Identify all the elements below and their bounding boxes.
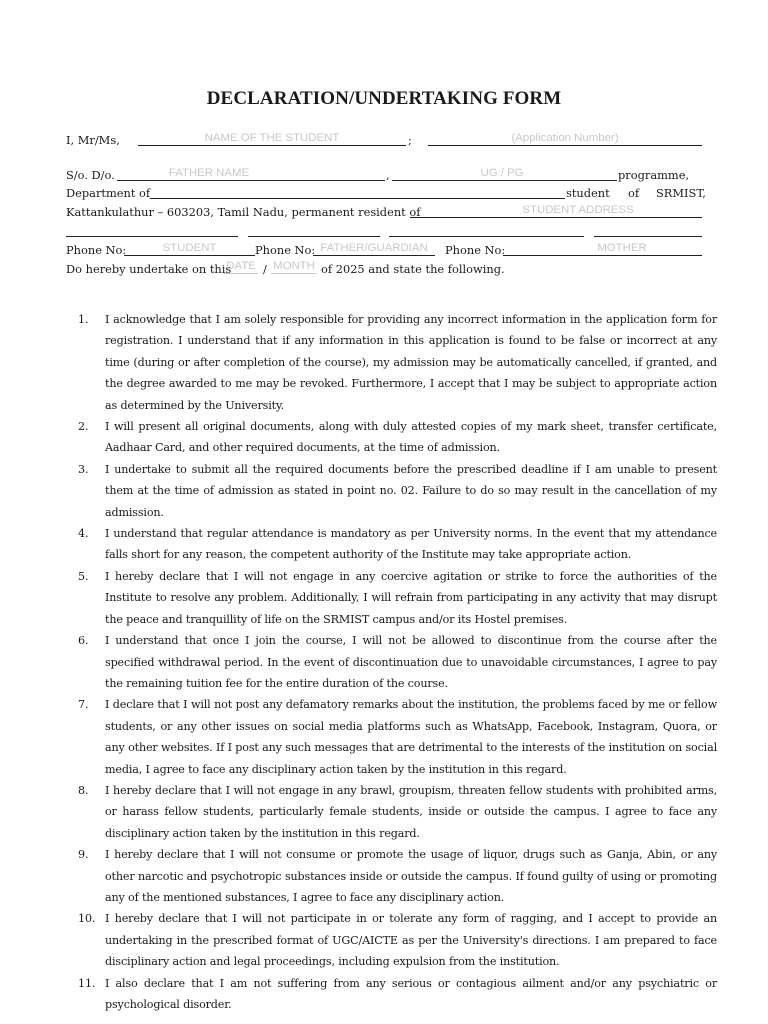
- declaration-text: I will present all original documents, along with duly attested copies of my mark sheet, transfer certificate, Aadhaar Card, and other required documents, at the time of admission.: [105, 420, 717, 455]
- declaration-text: I declare that I will not post any defamatory remarks about the institution, the problems faced by me or fellow students, or any other issues on social media platforms such as WhatsApp, Facebook, Instagram, Quora, or any other websites. If I post any such messages that are detrimental to the interests of the institution on social media, I agree to face any disciplinary action taken by the institution in this regard.: [105, 698, 717, 776]
- name-prefix: I, Mr/Ms,: [66, 133, 120, 147]
- programme-field[interactable]: UG / PG: [480, 167, 524, 179]
- student-phone-label: Phone No:: [66, 243, 127, 257]
- declaration-text: I also declare that I am not suffering from any serious or contagious ailment and/or any psychiatric or psychological disorder.: [105, 976, 717, 1011]
- declaration-number: 9.: [78, 848, 89, 862]
- mother-phone-label: Phone No:: [445, 243, 506, 257]
- student-name-field[interactable]: NAME OF THE STUDENT: [204, 132, 340, 144]
- application-number-field[interactable]: (Application Number): [511, 132, 619, 144]
- declaration-item: [66, 416, 717, 459]
- mother-phone-field[interactable]: MOTHER: [597, 242, 647, 254]
- declaration-item: [66, 630, 717, 694]
- declaration-text: I hereby declare that I will not engage in any coercive agitation or strike to force the authorities of the Institute to resolve any problem. Additionally, I will refrain from participating in any activity that may disrupt the peace and tranquillity of life on the SRMIST campus and/or its Hostel premises.: [105, 569, 717, 626]
- guardian-phone-field[interactable]: FATHER/GUARDIAN: [320, 242, 428, 254]
- declaration-item: [66, 973, 717, 1016]
- declaration-number: 10.: [78, 912, 96, 926]
- declaration-item: [66, 523, 717, 566]
- declaration-text: I hereby declare that I will not engage in any brawl, groupism, threaten fellow students with prohibited arms, or harass fellow students, particularly female students, inside or outside the campus. I agree to face any disciplinary action taken by the institution in this regard.: [105, 783, 717, 840]
- address-prefix: Kattankulathur – 603203, Tamil Nadu, permanent resident of: [66, 205, 421, 219]
- student-phone-field[interactable]: STUDENT: [162, 242, 217, 254]
- declaration-number: 11.: [78, 976, 96, 990]
- phone-line: [66, 241, 702, 259]
- declaration-number: 6.: [78, 634, 89, 648]
- declaration-number: 8.: [78, 783, 89, 797]
- department-of-word: of: [628, 186, 640, 200]
- programme-suffix: programme,: [618, 168, 690, 182]
- date-line: [66, 260, 702, 278]
- declarations-list: [66, 309, 717, 1015]
- department-prefix: Department of: [66, 186, 151, 200]
- declaration-text: I understand that regular attendance is mandatory as per University norms. In the event that my attendance falls short for any reason, the competent authority of the Institute may take appropriate action.: [105, 527, 717, 562]
- address-blank-4[interactable]: [594, 222, 702, 237]
- declaration-item: [66, 459, 717, 523]
- father-name-field[interactable]: FATHER NAME: [168, 167, 250, 179]
- declaration-text: I acknowledge that I am solely responsible for providing any incorrect information in the application form for registration. I understand that if any information in this application is found to be false or incorrect at any time (during or after completion of the course), my admission may be automatically cancelled, if granted, and the degree awarded to me may be revoked. Furthermore, I accept that I may be subject to appropriate action as determined by the University.: [105, 313, 717, 412]
- declaration-item: [66, 780, 717, 844]
- address-continuation-line: [66, 222, 702, 240]
- address-blank-1[interactable]: [66, 222, 238, 237]
- declaration-item: [66, 694, 717, 780]
- declaration-item: [66, 908, 717, 972]
- date-field[interactable]: DATE: [224, 260, 258, 274]
- declaration-number: 2.: [78, 420, 89, 434]
- name-separator: ;: [408, 133, 412, 147]
- institution-name: SRMIST,: [656, 186, 706, 200]
- department-student-word: student: [566, 186, 610, 200]
- guardian-phone-label: Phone No:: [255, 243, 316, 257]
- father-comma: ,: [386, 168, 390, 182]
- declaration-text: I hereby declare that I will not consume or promote the usage of liquor, drugs such as Ganja, Abin, or any other narcotic and psychotropic substances inside or outside the campus. If found guilty of using or promoting any of the mentioned substances, I agree to face any disciplinary action.: [105, 848, 717, 904]
- address-blank-2[interactable]: [248, 222, 380, 237]
- form-title: DECLARATION/UNDERTAKING FORM: [206, 88, 562, 109]
- date-prefix: Do hereby undertake on this: [66, 262, 232, 276]
- name-line: [66, 131, 702, 149]
- declaration-item: [66, 844, 717, 908]
- declaration-number: 3.: [78, 462, 89, 476]
- declaration-text: I undertake to submit all the required documents before the prescribed deadline if I am unable to present them at the time of admission as stated in point no. 02. Failure to do so may result in the cancellation of my admission.: [105, 462, 717, 519]
- department-line: [66, 184, 706, 202]
- declaration-number: 1.: [78, 313, 89, 326]
- date-suffix: of 2025 and state the following.: [321, 262, 505, 276]
- declaration-number: 5.: [78, 569, 89, 583]
- student-address-field[interactable]: STUDENT ADDRESS: [522, 204, 634, 216]
- father-line: [66, 166, 702, 184]
- declaration-item: [66, 566, 717, 630]
- declaration-item: [66, 309, 717, 416]
- date-slash: /: [263, 262, 267, 276]
- declaration-number: 7.: [78, 698, 89, 712]
- address-blank-3[interactable]: [389, 222, 584, 237]
- address-line: [66, 203, 702, 221]
- declaration-text: I hereby declare that I will not participate in or tolerate any form of ragging, and I accept to provide an undertaking in the prescribed format of UGC/AICTE as per the University's directions. I am prepared to face disciplinary action and legal proceedings, including expulsion from the institution.: [105, 912, 717, 969]
- department-field[interactable]: [150, 184, 565, 199]
- month-field[interactable]: MONTH: [271, 260, 317, 274]
- declaration-number: 4.: [78, 527, 89, 541]
- declaration-text: I understand that once I join the course, I will not be allowed to discontinue from the course after the specified withdrawal period. In the event of discontinuation due to unavoidable circumstances, I agree to pay the remaining tuition fee for the entire duration of the course.: [105, 634, 717, 690]
- father-prefix: S/o. D/o.: [66, 168, 115, 182]
